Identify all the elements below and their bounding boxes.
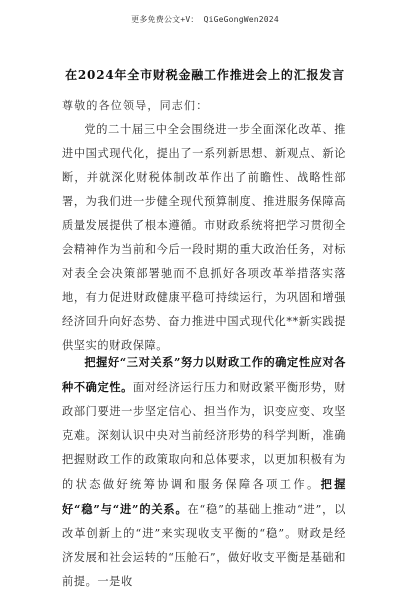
header-promo-note: 更多免费公文+V： QiGeGongWen2024 [131,15,279,24]
paragraph-bold-lead: 把握好“三对关系”努力以财政工作的确定性应对各种不确定性。 [62,355,346,394]
paragraph-intro: 党的二十届三中全会围绕进一步全面深化改革、推进中国式现代化，提出了一系列新思想、新观点、新论断，并就深化财税体制改革作出了前瞻性、战略性部署，为我们进一步健全现代预算制度、推进服务保障高质量发展提供了根本遵循。市财政系统将把学习贯彻全会精神作为当前和今后一段时期的重大政治任务，对标对表全会决策部署驰而不息抓好各项改革举措落实落地，有力促进财政健康平稳可持续运行，为巩固和增强经济回升向好态势、奋力推进中国式现代化**新实践提供坚实的财政保障。 [62,123,346,352]
document-title: 在2024年全市财税金融工作推进会上的汇报发言 [65,68,345,82]
paragraph-text-a: 面对经济运行压力和财政紧平衡形势，财政部门要进一步坚定信心、担当作为，识变应变、攻坚克难。深刻认识中央对当前经济形势的科学判断，准确把握财政工作的政策取向和总体要求，以更加积极有为的状态做好统筹协调和服务保障各项工作。 [62,381,346,491]
paragraph-three-relations [62,350,347,588]
paragraph-bold-mid: 把握好“稳”与“进”的关系。 [62,477,347,516]
paragraph-text-b: 在“稳”的基础上推动“进”，以改革创新上的“进”来实现收支平衡的“稳”。财政是经济发展和社会运转的“压舱石”，做好收支平衡是基础和前提。一是收 [62,503,346,588]
salutation: 尊敬的各位领导，同志们： [62,99,209,112]
